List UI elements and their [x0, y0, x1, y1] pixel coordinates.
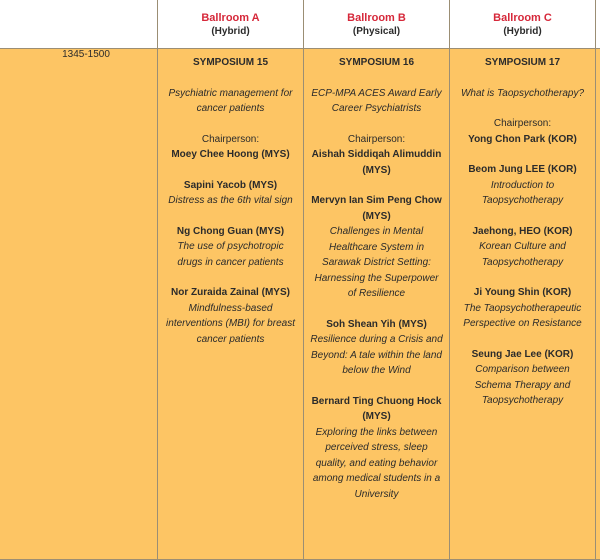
chair-label: Chairperson: [164, 132, 297, 148]
time-slot: 1345-1500 [0, 49, 157, 60]
chair-label: Chairperson: [456, 116, 589, 132]
chairperson: Yong Chon Park (KOR) [456, 132, 589, 148]
speaker: Mervyn Ian Sim Peng Chow (MYS) [310, 193, 443, 224]
speaker: Seung Jae Lee (KOR) [456, 347, 589, 363]
venue-mode: (Physical) [304, 25, 449, 39]
venue-name: Ballroom B [304, 11, 449, 25]
speaker: Sapini Yacob (MYS) [164, 178, 297, 194]
session-cell-c [450, 49, 596, 560]
speaker: Jaehong, HEO (KOR) [456, 224, 589, 240]
talk-title: Distress as the 6th vital sign [164, 193, 297, 209]
talk-title: Comparison between Schema Therapy and Taopsychotherapy [456, 362, 589, 409]
talk-title: The use of psychotropic drugs in cancer patients [164, 239, 297, 270]
symposium-theme: Psychiatric management for cancer patients [164, 86, 297, 117]
session-cell-b [304, 49, 450, 560]
venue-mode: (Hybrid) [450, 25, 595, 39]
symposium-theme: What is Taopsychotherapy? [456, 86, 589, 102]
session-cell-a [158, 49, 304, 560]
venue-mode: (Hybrid) [158, 25, 303, 39]
speaker: Soh Shean Yih (MYS) [310, 317, 443, 333]
talk-title: Resilience during a Crisis and Beyond: A tale within the land below the Wind [310, 332, 443, 379]
talk-title: Mindfulness-based interventions (MBI) for breast cancer patients [164, 301, 297, 348]
venue-header-next [596, 0, 600, 49]
time-header-cell [0, 0, 158, 49]
talk-title: Introduction to Taopsychotherapy [456, 178, 589, 209]
speaker: Ji Young Shin (KOR) [456, 285, 589, 301]
venue-header-b [304, 0, 450, 49]
session-row [0, 49, 600, 560]
chairperson: Moey Chee Hoong (MYS) [164, 147, 297, 163]
speaker: Ng Chong Guan (MYS) [164, 224, 297, 240]
symposium-theme: ECP-MPA ACES Award Early Career Psychiatrists [310, 86, 443, 117]
talk-title: Challenges in Mental Healthcare System in Sarawak District Setting: Harnessing the Superpower of Resilience [310, 224, 443, 302]
venue-header-a [158, 0, 304, 49]
chair-label: Chairperson: [310, 132, 443, 148]
symposium-title: SYMPOSIUM 17 [456, 55, 589, 71]
venue-name: Ballroom A [158, 11, 303, 25]
talk-title: The Taopsychotherapeutic Perspective on Resistance [456, 301, 589, 332]
speaker: Nor Zuraida Zainal (MYS) [164, 285, 297, 301]
session-cell-next [596, 49, 600, 560]
talk-title: Korean Culture and Taopsychotherapy [456, 239, 589, 270]
symposium-title: SYMPOSIUM 16 [310, 55, 443, 71]
header-row [0, 0, 600, 49]
time-cell [0, 49, 158, 560]
speaker: Beom Jung LEE (KOR) [456, 162, 589, 178]
speaker: Bernard Ting Chuong Hock (MYS) [310, 394, 443, 425]
talk-title: Exploring the links between perceived stress, sleep quality, and eating behavior among medical students in a University [310, 425, 443, 503]
chairperson: Aishah Siddiqah Alimuddin (MYS) [310, 147, 443, 178]
symposium-title: SYMPOSIUM 15 [164, 55, 297, 71]
venue-name: Ballroom C [450, 11, 595, 25]
venue-header-c [450, 0, 596, 49]
